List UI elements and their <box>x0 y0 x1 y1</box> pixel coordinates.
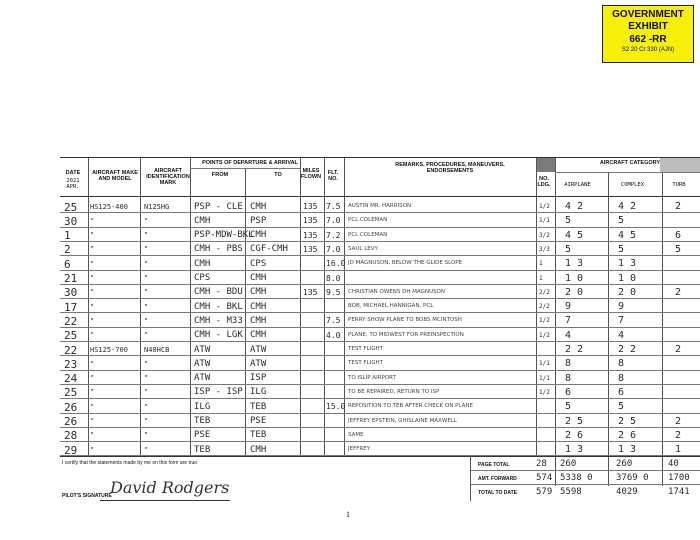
cell-from: PSP - CLE <box>194 201 243 212</box>
cell-turb: 2 <box>675 201 682 212</box>
exhibit-sticker <box>602 5 694 63</box>
cell-flt: 8.0 <box>326 273 341 283</box>
row-divider <box>60 341 700 342</box>
cell-complex: 4 5 <box>618 229 637 241</box>
cell-make: " <box>90 417 95 425</box>
cell-flt: 15.0 <box>326 402 346 412</box>
cell-remarks: JEFFREY <box>348 446 371 453</box>
row-divider <box>60 212 700 213</box>
cell-airplane: 1 3 <box>565 258 584 270</box>
cell-to: CMH <box>250 444 267 455</box>
cell-remarks: SAME <box>348 431 364 438</box>
cell-complex: 4 <box>618 329 625 341</box>
cell-complex: 8 <box>618 372 625 384</box>
cell-ldg: 2/2 <box>539 288 550 296</box>
cell-complex: 8 <box>618 358 625 370</box>
cell-make: " <box>90 245 95 254</box>
total-forward-2: 3769 0 <box>616 473 649 483</box>
cell-miles: 135 <box>303 230 318 240</box>
cell-ldg: 3/2 <box>539 231 550 239</box>
cell-from: PSP-MDW-BKL <box>194 230 254 241</box>
row-divider <box>60 355 700 356</box>
header-no-ldg: NO. LDG. <box>537 176 551 188</box>
cell-airplane: 5 <box>565 243 572 255</box>
header-points: POINTS OF DEPARTURE & ARRIVAL <box>202 160 298 166</box>
cell-to: ATW <box>250 344 267 355</box>
cell-complex: 2 0 <box>618 286 637 298</box>
header-category: AIRCRAFT CATEGORY <box>599 160 661 166</box>
cell-from: ISP - ISP <box>194 387 243 398</box>
cell-turb: 2 <box>675 415 682 427</box>
cell-to: PSE <box>250 416 267 426</box>
cell-date: 26 <box>64 400 78 414</box>
cell-remarks: REPOSITION TO TEB AFTER CHECK ON PLANE <box>348 403 473 410</box>
cell-flt: 9.5 <box>326 287 341 297</box>
cell-make: " <box>90 374 95 383</box>
cell-remarks: PCL COLEMAN <box>348 231 388 238</box>
header-remarks: REMARKS, PROCEDURES, MANEUVERS, ENDORSEMENTS <box>395 162 505 174</box>
cell-complex: 9 <box>618 301 625 313</box>
cell-ident: " <box>144 259 149 268</box>
cell-to: CMH <box>250 330 267 341</box>
cell-airplane: 2 5 <box>565 415 584 427</box>
cell-date: 26 <box>64 415 78 428</box>
total-page_total-1: 260 <box>560 459 577 469</box>
total-to_date-3: 1741 <box>668 487 690 497</box>
header-from: FROM <box>211 172 229 178</box>
cell-from: CMH <box>194 258 211 269</box>
cell-make: " <box>90 231 95 240</box>
logbook-sheet <box>60 157 700 499</box>
total-forward-1: 5338 0 <box>560 473 593 483</box>
cell-date: 22 <box>64 343 78 357</box>
cell-complex: 4 2 <box>618 201 637 212</box>
cell-make: " <box>90 331 95 340</box>
cell-miles: 135 <box>303 216 318 226</box>
amt-forward-label: AMT. FORWARD <box>478 476 517 482</box>
cell-date: 22 <box>64 314 78 328</box>
row-divider <box>60 298 700 299</box>
cell-flt: 7.0 <box>326 216 341 226</box>
cell-ident: " <box>144 231 149 240</box>
header-cat-turb: TURB <box>672 182 686 188</box>
cell-from: TEB <box>194 444 211 455</box>
cell-airplane: 2 2 <box>565 344 584 355</box>
cell-complex: 1 0 <box>618 272 637 284</box>
cell-airplane: 5 <box>565 401 572 413</box>
header-cat-complex: COMPLEX <box>620 182 645 188</box>
header-date: DATE <box>65 170 81 176</box>
cell-to: CGF-CMH <box>250 244 288 255</box>
cell-from: ATW <box>194 373 211 384</box>
cell-from: CMH - M33 <box>194 315 243 326</box>
cell-complex: 2 2 <box>618 344 637 355</box>
cell-from: CMH - LGK <box>194 330 243 341</box>
row-divider <box>60 370 700 371</box>
cell-remarks: JEFFREY EPSTEIN, GHISLAINE MAXWELL <box>348 417 457 424</box>
cell-miles: 135 <box>303 202 318 211</box>
cell-ident: " <box>144 288 149 297</box>
cell-remarks: TO BE REPAIRED, RETURN TO ISP <box>348 388 440 395</box>
cell-airplane: 9 <box>565 301 572 313</box>
cell-airplane: 6 <box>565 386 572 398</box>
header-to: TO <box>274 172 282 178</box>
cell-complex: 1 3 <box>618 444 637 456</box>
cell-ldg: 1/2 <box>539 331 550 339</box>
cell-from: ILG <box>194 401 211 412</box>
header-miles: MILES FLOWN <box>300 168 322 180</box>
cell-ldg: 1/2 <box>539 203 550 210</box>
header-shade <box>536 158 556 172</box>
cell-from: CMH - PBS <box>194 244 243 255</box>
signature-label: PILOT'S SIGNATURE <box>62 493 112 499</box>
cell-remarks: TEST FLIGHT <box>348 360 384 367</box>
exhibit-number: 662 -RR <box>629 34 667 45</box>
row-divider <box>60 398 700 399</box>
cell-date: 1 <box>64 229 71 243</box>
cell-from: ATW <box>194 358 211 369</box>
cell-date: 29 <box>64 443 78 457</box>
row-divider <box>60 384 700 385</box>
cell-ldg: 3/3 <box>539 245 550 253</box>
logbook-page <box>60 135 700 499</box>
cell-date: 2 <box>64 243 71 257</box>
cell-make: " <box>90 431 95 440</box>
cell-remarks: PERRY SHOW PLANE TO BOBS MCINTOSH <box>348 317 462 324</box>
cell-airplane: 4 <box>565 329 572 341</box>
cell-date: 25 <box>64 329 78 343</box>
cell-complex: 7 <box>618 315 625 327</box>
cell-from: CMH - BDU <box>194 287 243 298</box>
total-page_total-3: 40 <box>668 459 679 469</box>
cell-from: PSE <box>194 430 211 441</box>
cell-date: 23 <box>64 357 78 371</box>
pilot-signature: David Rodgers <box>110 478 230 497</box>
cell-ldg: 2/2 <box>539 303 550 311</box>
cell-to: CMH <box>250 315 267 326</box>
cell-date: 25 <box>64 200 78 214</box>
exhibit-line2: EXHIBIT <box>628 21 668 32</box>
cell-flt: 4.0 <box>326 330 341 340</box>
certify-statement: I certify that the statements made by me on this form are true. <box>62 460 199 466</box>
cell-make: " <box>90 388 95 397</box>
header-cat-airplane: AIRPLANE <box>564 182 591 188</box>
total-forward-0: 574 <box>536 473 553 483</box>
cell-flt: 16.0 <box>326 259 346 269</box>
cell-to: CMH <box>250 287 267 298</box>
cell-ident: " <box>144 216 149 225</box>
cell-remarks: JD MAGNUSON, BELOW THE GLIDE SLOPE <box>348 260 463 267</box>
cell-date: 28 <box>64 429 78 443</box>
cell-remarks: TO ISLIP AIRPORT <box>348 374 396 381</box>
cell-to: ISP <box>250 373 267 384</box>
cell-make: " <box>90 259 95 268</box>
cell-airplane: 8 <box>565 358 572 370</box>
total-to-date-label: TOTAL TO DATE <box>478 490 517 496</box>
cell-to: PSP <box>250 215 267 226</box>
cell-from: CMH <box>194 215 211 226</box>
cell-from: TEB <box>194 416 211 426</box>
cell-complex: 5 <box>618 215 625 227</box>
cell-to: CMH <box>250 201 267 212</box>
cell-flt: 7.2 <box>326 230 341 240</box>
cell-make: " <box>90 445 95 454</box>
cell-to: ATW <box>250 358 267 369</box>
cell-airplane: 7 <box>565 315 572 327</box>
row-divider <box>60 312 700 313</box>
exhibit-case: S2 20 Cr 330 (AJN) <box>621 47 675 53</box>
cell-to: ILG <box>250 387 267 398</box>
cell-airplane: 2 6 <box>565 429 584 441</box>
cell-ident: " <box>144 316 149 325</box>
cell-ldg: 1/2 <box>539 317 550 325</box>
cell-remarks: SAUL LEVY <box>348 245 378 252</box>
cell-make: " <box>90 274 95 282</box>
cell-to: CMH <box>250 301 267 312</box>
cell-date: 24 <box>64 372 78 386</box>
cell-remarks: PCL COLEMAN <box>348 217 388 224</box>
cell-ldg: 1 <box>539 260 543 268</box>
cell-ident: " <box>144 274 149 282</box>
cell-remarks: AUSTIN MR. HARRISON <box>348 203 412 209</box>
header-aircraft-make: AIRCRAFT MAKE AND MODEL <box>92 170 138 182</box>
cell-airplane: 2 0 <box>565 286 584 298</box>
cell-make: " <box>90 302 95 311</box>
row-divider <box>60 227 700 228</box>
cell-turb: 2 <box>675 429 682 441</box>
cell-turb: 2 <box>675 286 682 298</box>
cell-ldg: 1/1 <box>539 217 550 225</box>
cell-remarks: BOB, MICHAEL HANNIGAN, PCL <box>348 303 434 310</box>
cell-date: 30 <box>64 214 78 228</box>
cell-make: " <box>90 316 95 325</box>
cell-ident: " <box>144 402 149 411</box>
row-divider <box>60 255 700 256</box>
cell-ident: N125HG <box>144 202 170 211</box>
row-divider <box>60 270 700 271</box>
cell-ident: " <box>144 302 149 311</box>
cell-flt: 7.5 <box>326 202 341 211</box>
cell-complex: 5 <box>618 243 625 255</box>
cell-remarks: PLANE, TO MIDWEST FOR PREINSPECTION <box>348 331 464 338</box>
cell-make: HS125-400 <box>90 202 128 211</box>
cell-to: TEB <box>250 401 267 412</box>
header-aircraft-id: AIRCRAFT IDENTIFICATION MARK <box>146 168 190 186</box>
page-number: 1 <box>346 510 350 519</box>
cell-ldg: 1/2 <box>539 388 550 396</box>
cell-make: " <box>90 216 95 225</box>
year-note: 2021 APR. <box>66 178 80 190</box>
cell-date: 30 <box>64 286 78 300</box>
cell-date: 17 <box>64 300 78 314</box>
row-divider <box>60 284 700 285</box>
cell-to: CPS <box>250 258 267 269</box>
cell-to: TEB <box>250 430 267 441</box>
total-to_date-0: 579 <box>536 487 553 497</box>
cell-ldg: 1 <box>539 274 543 282</box>
cell-complex: 5 <box>618 401 625 413</box>
cell-date: 21 <box>64 272 78 285</box>
cell-turb: 1 <box>675 444 682 456</box>
total-to_date-1: 5598 <box>560 487 582 497</box>
cell-ident: N40HCB <box>144 345 170 354</box>
cell-airplane: 4 5 <box>565 229 584 241</box>
cell-make: HS125-700 <box>90 345 128 354</box>
cell-turb: 6 <box>675 229 682 241</box>
cell-make: " <box>90 288 95 297</box>
cell-complex: 6 <box>618 386 625 398</box>
cell-flt: 7.5 <box>326 316 341 326</box>
cell-ident: " <box>144 388 149 397</box>
cell-remarks: TEST FLIGHT <box>348 346 384 352</box>
cell-from: CPS <box>194 273 211 283</box>
cell-airplane: 1 0 <box>565 272 584 284</box>
cell-ldg: 1/1 <box>539 374 550 382</box>
total-page_total-2: 260 <box>616 459 633 469</box>
cell-ident: " <box>144 431 149 440</box>
cell-from: CMH - BKL <box>194 301 243 312</box>
total-page_total-0: 28 <box>536 459 547 469</box>
cell-make: " <box>90 402 95 411</box>
cell-complex: 1 3 <box>618 258 637 270</box>
cell-ident: " <box>144 374 149 383</box>
cell-ident: " <box>144 417 149 425</box>
cell-airplane: 4 2 <box>565 201 584 212</box>
cell-from: ATW <box>194 344 211 355</box>
cell-airplane: 5 <box>565 215 572 227</box>
exhibit-line1: GOVERNMENT <box>612 9 684 20</box>
cell-to: CMH <box>250 230 267 241</box>
row-divider <box>60 327 700 328</box>
cell-airplane: 1 3 <box>565 444 584 456</box>
row-divider <box>60 241 700 242</box>
cell-ident: " <box>144 445 149 454</box>
cell-flt: 7.0 <box>326 244 341 254</box>
row-divider <box>60 413 700 414</box>
cell-miles: 135 <box>303 287 318 297</box>
row-divider <box>60 427 700 428</box>
cell-turb: 5 <box>675 243 682 255</box>
cell-miles: 135 <box>303 244 318 254</box>
cell-complex: 2 5 <box>618 415 637 427</box>
cell-remarks: CHRISTIAN OWENS DH MAGNUSON <box>348 288 445 295</box>
header-shade-right <box>660 158 700 172</box>
cell-complex: 2 6 <box>618 429 637 441</box>
cell-ldg: 1/1 <box>539 360 550 368</box>
total-to_date-2: 4029 <box>616 487 638 497</box>
cell-airplane: 8 <box>565 372 572 384</box>
cell-turb: 2 <box>675 344 682 355</box>
cell-to: CMH <box>250 273 267 283</box>
total-forward-3: 1700 <box>668 473 690 483</box>
cell-ident: " <box>144 359 149 368</box>
cell-date: 25 <box>64 386 78 400</box>
page-total-label: PAGE TOTAL <box>478 462 510 468</box>
row-divider <box>60 441 700 442</box>
cell-ident: " <box>144 331 149 340</box>
cell-make: " <box>90 359 95 368</box>
cell-ident: " <box>144 245 149 254</box>
cell-date: 6 <box>64 257 71 271</box>
header-flt-no: FLT. NO. <box>327 170 339 182</box>
